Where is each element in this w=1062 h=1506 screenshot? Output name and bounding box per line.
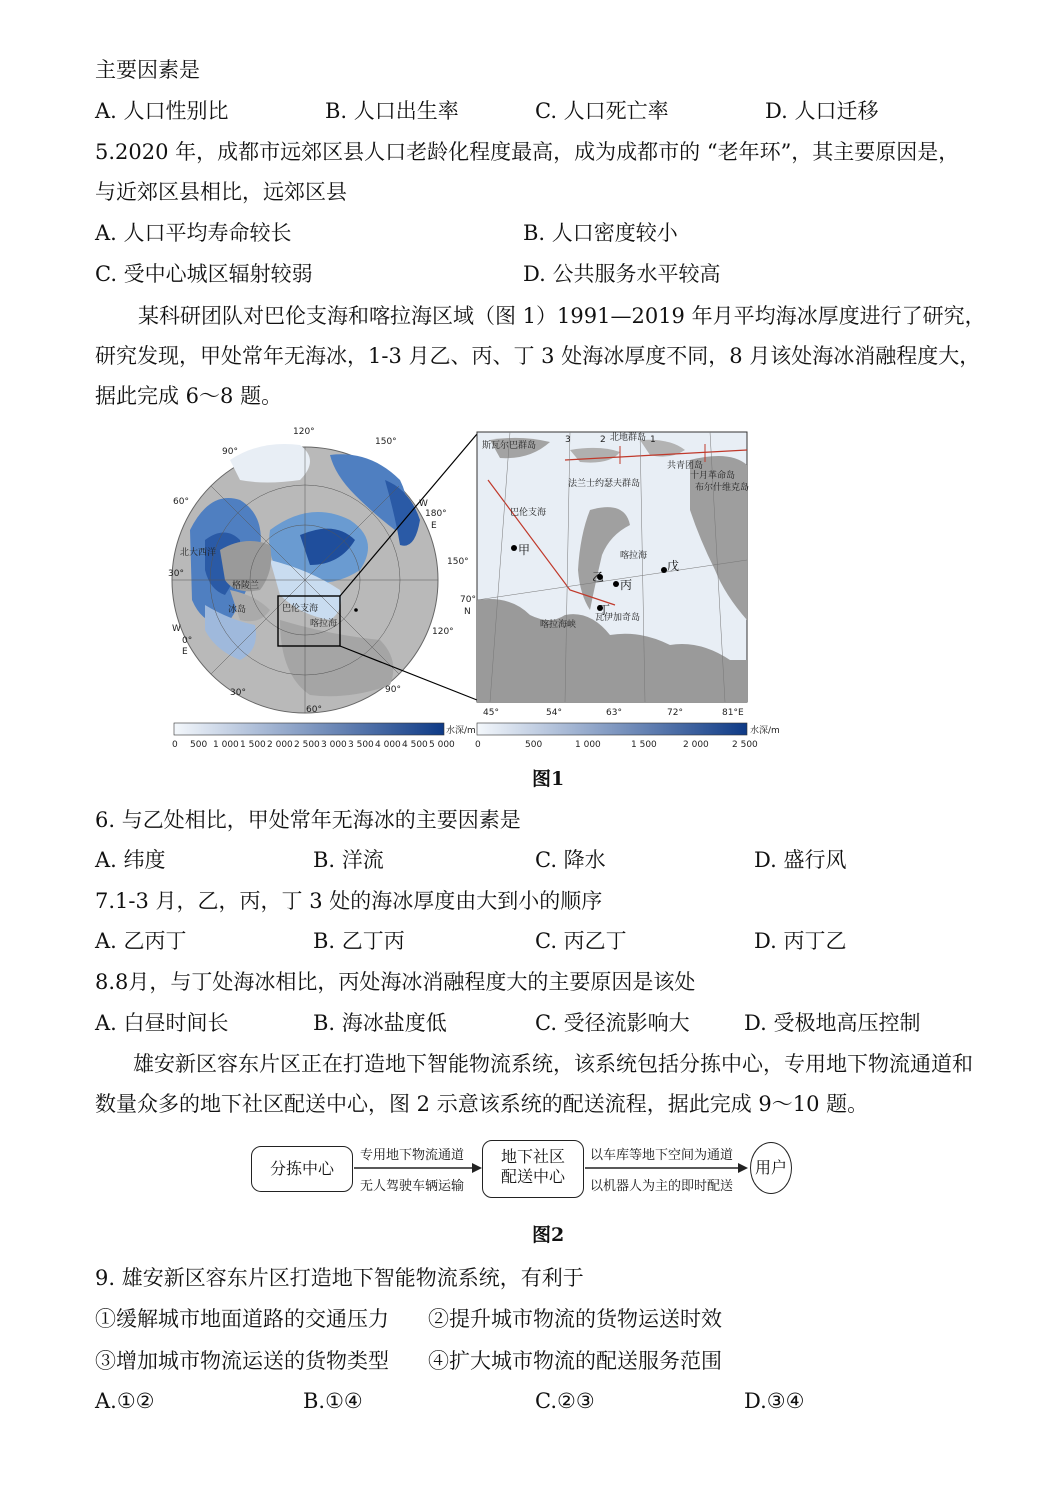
label-kara-strait: 喀拉海峡 (540, 620, 577, 630)
label-barents-sea-right: 巴伦支海 (510, 508, 547, 518)
lon-tick-72: 72° (667, 708, 683, 718)
label-barents-sea: 巴伦支海 (282, 604, 319, 614)
label-iceland: 冰岛 (228, 605, 247, 615)
left-legend-tick: 4 000 (375, 740, 401, 750)
q6-option-c[interactable]: C. 降水 (535, 848, 606, 872)
figure-2-caption: 图2 (532, 1224, 565, 1246)
question-6-stem: 6. 与乙处相比，甲处常年无海冰的主要因素是 (95, 808, 521, 832)
right-legend-tick: 1 000 (575, 740, 601, 750)
left-legend-unit: 水深/m (446, 726, 476, 736)
q6-option-d[interactable]: D. 盛行风 (754, 848, 847, 872)
label-svalbard: 斯瓦尔巴群岛 (482, 441, 537, 451)
lon-tick-63: 63° (606, 708, 622, 718)
e-label: E (431, 521, 437, 531)
label-october-revolution: 十月革命岛 (690, 471, 736, 481)
q8-option-c[interactable]: C. 受径流影响大 (535, 1011, 690, 1035)
q5-option-c[interactable]: C. 受中心城区辐射较弱 (95, 262, 313, 286)
regional-map (460, 431, 749, 718)
lon-label-90-e: 90° (385, 685, 401, 695)
q9-option-d[interactable]: D.③④ (744, 1389, 805, 1413)
route-3: 3 (565, 435, 571, 445)
q4-option-d[interactable]: D. 人口迁移 (765, 99, 879, 123)
q7-option-b[interactable]: B. 乙丁丙 (313, 929, 405, 953)
e-label-2: E (182, 647, 188, 657)
lat-tick-n: N (464, 607, 471, 617)
lon-label-30-e: 30° (230, 688, 246, 698)
intro-6-8-line2: 研究发现，甲处常年无海冰，1-3 月乙、丙、丁 3 处海冰厚度不同，8 月该处海冰消融程度大， (95, 344, 981, 368)
arrow1-top-label: 专用地下物流通道 (360, 1148, 465, 1163)
left-legend-tick: 3 500 (348, 740, 374, 750)
q5-option-d[interactable]: D. 公共服务水平较高 (523, 262, 721, 286)
label-north-atlantic: 北大西洋 (180, 548, 217, 558)
q8-option-d[interactable]: D. 受极地高压控制 (744, 1011, 921, 1035)
arrow2-bottom-label: 以机器人为主的即时配送 (590, 1179, 734, 1194)
intro-9-10-line2: 数量众多的地下社区配送中心，图 2 示意该系统的配送流程，据此完成 9～10 题。 (95, 1092, 869, 1116)
box2-line2: 配送中心 (500, 1167, 565, 1186)
left-legend-tick: 4 500 (402, 740, 428, 750)
question-9-stem: 9. 雄安新区容东片区打造地下智能物流系统，有利于 (95, 1266, 584, 1290)
lon-tick-54: 54° (546, 708, 562, 718)
right-legend-tick: 2 000 (683, 740, 709, 750)
q4-option-a[interactable]: A. 人口性别比 (95, 99, 229, 123)
label-kara-sea-right: 喀拉海 (620, 551, 648, 561)
q7-option-c[interactable]: C. 丙乙丁 (535, 929, 627, 953)
lat-tick-70: 70° (460, 595, 476, 605)
q7-option-d[interactable]: D. 丙丁乙 (754, 929, 847, 953)
label-vaygach: 瓦伊加奇岛 (595, 613, 641, 623)
route-1: 1 (650, 435, 656, 445)
left-legend-tick: 2 000 (267, 740, 293, 750)
q8-option-b[interactable]: B. 海冰盐度低 (313, 1011, 447, 1035)
q5-option-a[interactable]: A. 人口平均寿命较长 (95, 221, 292, 245)
right-legend (475, 723, 780, 750)
q9-statement-1: ①缓解城市地面道路的交通压力 (95, 1307, 389, 1331)
point-bing: 丙 (620, 578, 633, 592)
q9-option-b[interactable]: B.①④ (303, 1389, 363, 1413)
question-5-stem-line1: 5.2020 年，成都市远郊区县人口老龄化程度最高，成为成都市的 “老年环”，其主要原因是， (95, 140, 960, 164)
box2-line1: 地下社区 (500, 1147, 565, 1166)
intro-9-10-line1: 雄安新区容东片区正在打造地下智能物流系统，该系统包括分拣中心，专用地下物流通道和 (133, 1052, 973, 1076)
q6-option-a[interactable]: A. 纬度 (95, 848, 166, 872)
figure-2-flowchart (248, 1138, 793, 1202)
lon-label-120: 120° (293, 427, 315, 437)
polar-map (168, 427, 469, 715)
question-7-stem: 7.1-3 月，乙，丙，丁 3 处的海冰厚度由大到小的顺序 (95, 889, 603, 913)
left-legend-tick: 500 (190, 740, 208, 750)
intro-6-8-line1: 某科研团队对巴伦支海和喀拉海区域（图 1）1991—2019 年月平均海冰厚度进行了研究， (138, 304, 986, 328)
label-komsomolets: 共青团岛 (667, 461, 704, 471)
point-jia: 甲 (518, 543, 531, 557)
question-4-tail: 主要因素是 (95, 58, 200, 82)
q5-option-b[interactable]: B. 人口密度较小 (523, 221, 678, 245)
point-ding: 丁 (598, 603, 611, 617)
lon-label-60-e: 60° (306, 705, 322, 715)
lon-label-60: 60° (173, 497, 189, 507)
sorting-center-box: 分拣中心 (251, 1146, 353, 1192)
right-legend-unit: 水深/m (750, 726, 780, 736)
q9-option-a[interactable]: A.①② (95, 1389, 155, 1413)
w-label: W (419, 499, 428, 509)
lon-label-30: 30° (168, 569, 184, 579)
left-legend-tick: 1 500 (240, 740, 266, 750)
q7-option-a[interactable]: A. 乙丙丁 (95, 929, 187, 953)
community-distribution-center-box (482, 1140, 584, 1198)
question-5-stem-line2: 与近郊区县相比，远郊区县 (95, 180, 347, 204)
lon-label-90: 90° (222, 447, 238, 457)
left-legend-tick: 1 000 (213, 740, 239, 750)
point-wu: 戊 (667, 559, 680, 573)
q9-statement-2: ②提升城市物流的货物运送时效 (428, 1307, 722, 1331)
left-legend (172, 723, 476, 750)
label-kara-sea: 喀拉海 (310, 619, 338, 629)
arrow2-top-label: 以车库等地下空间为通道 (590, 1148, 734, 1163)
intro-6-8-line3: 据此完成 6～8 题。 (95, 384, 283, 408)
arrow1-bottom-label: 无人驾驶车辆运输 (360, 1179, 465, 1194)
left-legend-tick: 0 (172, 740, 178, 750)
figure-1-maps (170, 420, 790, 752)
w-label-2: W (172, 624, 181, 634)
lon-tick-81e: 81°E (722, 708, 744, 718)
q9-statement-4: ④扩大城市物流的配送服务范围 (428, 1349, 722, 1373)
lon-tick-45: 45° (483, 708, 499, 718)
lon-label-120-e: 120° (432, 627, 454, 637)
right-legend-tick: 0 (475, 740, 481, 750)
label-franz-josef: 法兰士约瑟夫群岛 (568, 479, 641, 489)
left-legend-tick: 3 000 (321, 740, 347, 750)
label-severnaya-zemlya: 北地群岛 (610, 433, 647, 443)
lon-label-180: 180° (425, 509, 447, 519)
q6-option-b[interactable]: B. 洋流 (313, 848, 384, 872)
q4-option-b[interactable]: B. 人口出生率 (325, 99, 459, 123)
label-bolshevik: 布尔什维克岛 (695, 483, 750, 493)
lon-label-150-e: 150° (447, 557, 469, 567)
user-circle: 用户 (750, 1142, 792, 1194)
question-8-stem: 8.8月，与丁处海冰相比，丙处海冰消融程度大的主要原因是该处 (95, 970, 696, 994)
q4-option-c[interactable]: C. 人口死亡率 (535, 99, 669, 123)
right-legend-tick: 500 (525, 740, 543, 750)
route-2: 2 (600, 435, 606, 445)
figure-1-caption: 图1 (532, 768, 565, 790)
lon-label-0: 0° (182, 636, 193, 646)
point-yi: 乙 (592, 570, 605, 584)
left-legend-tick: 5 000 (429, 740, 455, 750)
right-legend-tick: 1 500 (631, 740, 657, 750)
right-legend-tick: 2 500 (732, 740, 758, 750)
left-legend-tick: 2 500 (294, 740, 320, 750)
lon-label-150: 150° (375, 437, 397, 447)
label-greenland: 格陵兰 (232, 581, 260, 591)
q9-option-c[interactable]: C.②③ (535, 1389, 595, 1413)
q8-option-a[interactable]: A. 白昼时间长 (95, 1011, 229, 1035)
q9-statement-3: ③增加城市物流运送的货物类型 (95, 1349, 389, 1373)
